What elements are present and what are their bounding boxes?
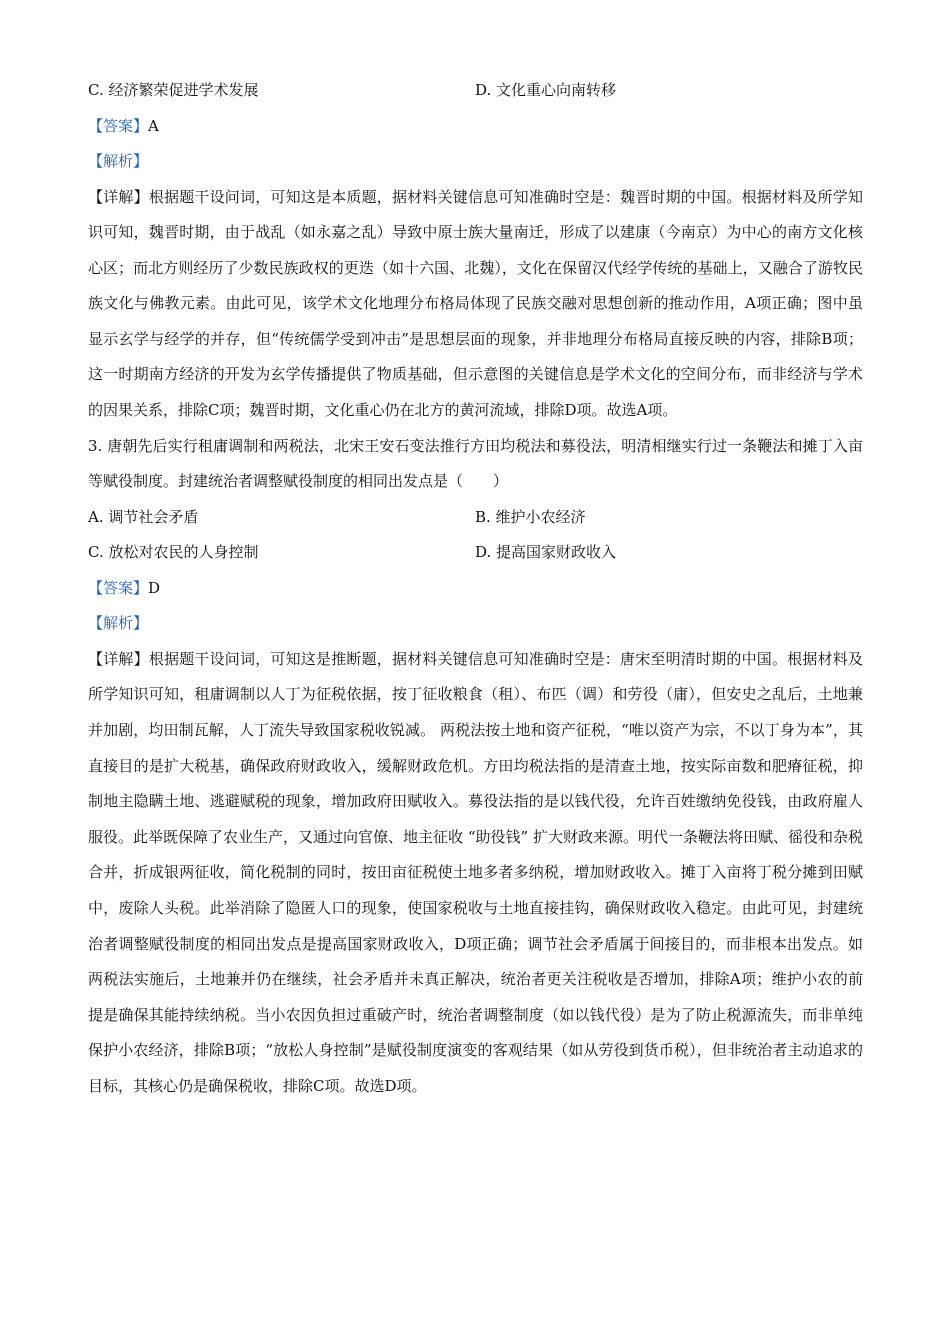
q3-option-b[interactable]: B. 维护小农经济 bbox=[475, 507, 586, 526]
q2-detail-tag: 【详解】 bbox=[88, 187, 149, 206]
q2-detail-paragraph bbox=[88, 180, 863, 429]
q3-answer-tag: 【答案】 bbox=[88, 578, 149, 597]
q2-answer-value: A bbox=[148, 116, 159, 135]
q2-options-row-cd bbox=[88, 73, 863, 109]
q2-detail-text: 根据题干设问词，可知这是本质题，据材料关键信息可知准确时空是：魏晋时期的中国。根据材料及所学知识可知，魏晋时期，由于战乱（如永嘉之乱）导致中原士族大量南迁，形成了以建康（今南京）为中心的南方文化核心区；而北方则经历了少数民族政权的更迭（如十六国、北魏），文化在保留汉代经学传统的基础上，又融合了游牧民族文化与佛教元素。由此可见，该学术文化地理分布格局体现了民族交融对思想创新的推动作用，A项正确；图中虽显示玄学与经学的并存，但“传统儒学受到冲击”是思想层面的现象，并非地理分布格局直接反映的内容，排除B项；这一时期南方经济的开发为玄学传播提供了物质基础，但示意图的关键信息是学术文化的空间分布，而非经济与学术的因果关系，排除C项；魏晋时期，文化重心仍在北方的黄河流域，排除D项。故选A项。 bbox=[88, 187, 863, 420]
q3-analysis-tag: 【解析】 bbox=[88, 614, 149, 633]
document-page bbox=[88, 73, 863, 1105]
q3-option-c[interactable]: C. 放松对农民的人身控制 bbox=[88, 543, 259, 562]
q3-options-row-cd bbox=[88, 535, 863, 571]
q3-option-a[interactable]: A. 调节社会矛盾 bbox=[88, 507, 199, 526]
q2-answer-tag: 【答案】 bbox=[88, 116, 149, 135]
q2-analysis-tag: 【解析】 bbox=[88, 152, 149, 170]
q3-stem: 3. 唐朝先后实行租庸调制和两税法，北宋王安石变法推行方田均税法和募役法，明清相继实行过一条鞭法和摊丁入亩等赋役制度。封建统治者调整赋役制度的相同出发点是（ ） bbox=[88, 436, 863, 491]
q2-option-d[interactable]: D. 文化重心向南转移 bbox=[475, 81, 617, 99]
q2-analysis-line bbox=[88, 144, 863, 180]
q3-answer-value: D bbox=[148, 578, 161, 597]
q3-answer-line bbox=[88, 571, 863, 607]
q2-answer-line bbox=[88, 109, 863, 145]
q3-detail-tag: 【详解】 bbox=[88, 649, 149, 668]
q3-option-d[interactable]: D. 提高国家财政收入 bbox=[475, 543, 617, 562]
q3-analysis-line bbox=[88, 606, 863, 642]
q3-detail-text: 根据题干设问词，可知这是推断题，据材料关键信息可知准确时空是：唐宋至明清时期的中国。根据材料及所学知识可知，租庸调制以人丁为征税依据，按丁征收粮食（租）、布匹（调）和劳役（庸），但安史之乱后，土地兼并加剧，均田制瓦解，人丁流失导致国家税收锐减。 两税法按土地和资产征税，“唯以资产为宗，不以丁身为本”，其直接目的是扩大税基，确保政府财政收入，缓解财政危机。方田均税法指的是清查土地，按实际亩数和肥瘠征税，抑制地主隐瞒土地、逃避赋税的现象，增加政府田赋收入。募役法指的是以钱代役，允许百姓缴纳免役钱，由政府雇人服役。此举既保障了农业生产，又通过向官僚、地主征收 “助役钱” 扩大财政来源。明代一条鞭法将田赋、徭役和杂税合并，折成银两征收，简化税制的同时，按田亩征税使土地多者多纳税，增加财政收入。摊丁入亩将丁税分摊到田赋中，废除人头税。此举消除了隐匿人口的现象，使国家税收与土地直接挂钩，确保财政收入稳定。由此可见，封建统治者调整赋役制度的相同出发点是提高国家财政收入，D项正确；调节社会矛盾属于间接目的，而非根本出发点。如两税法实施后，土地兼并仍在继续，社会矛盾并未真正解决，统治者更关注税收是否增加，排除A项；维护小农的前提是确保其能持续纳税。当小农因负担过重破产时，统治者调整制度（如以钱代役）是为了防止税源流失，而非单纯保护小农经济，排除B项；“放松人身控制”是赋役制度演变的客观结果（如从劳役到货币税），但非统治者主动追求的目标，其核心仍是确保税收，排除C项。故选D项。 bbox=[88, 649, 863, 1095]
q3-detail-paragraph bbox=[88, 642, 863, 1105]
q3-options-row-ab bbox=[88, 500, 863, 536]
q2-option-c[interactable]: C. 经济繁荣促进学术发展 bbox=[88, 81, 259, 99]
